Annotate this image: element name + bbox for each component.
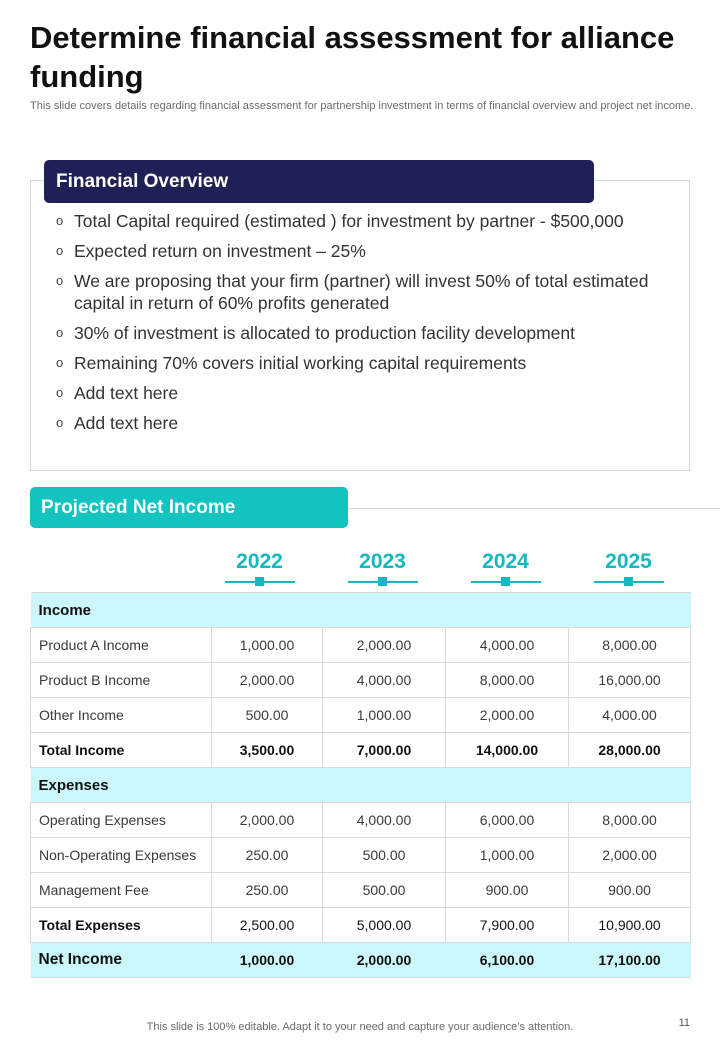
table-cell: 2,000.00 bbox=[569, 838, 691, 873]
total-income-row bbox=[31, 733, 691, 768]
table-cell: 250.00 bbox=[212, 838, 323, 873]
bullet-text: Add text here bbox=[74, 383, 179, 403]
expenses-section-label: Expenses bbox=[31, 768, 691, 803]
table-cell: 4,000.00 bbox=[323, 663, 446, 698]
table-cell: 3,500.00 bbox=[212, 733, 323, 768]
row-label: Product A Income bbox=[31, 628, 212, 663]
year-marker bbox=[501, 577, 510, 586]
row-label: Management Fee bbox=[31, 873, 212, 908]
bullet-marker: o bbox=[56, 273, 64, 288]
table-cell: 7,000.00 bbox=[323, 733, 446, 768]
bullet-text: We are proposing that your firm (partner) will invest 50% of total estimated capital in return of 60% profits generated bbox=[74, 271, 649, 313]
table-cell: 14,000.00 bbox=[446, 733, 569, 768]
projected-net-income-heading: Projected Net Income bbox=[30, 487, 348, 528]
bullet-marker: o bbox=[56, 415, 64, 430]
financial-overview-heading: Financial Overview bbox=[44, 160, 594, 203]
row-label: Non-Operating Expenses bbox=[31, 838, 212, 873]
bullet-text: 30% of investment is allocated to production facility development bbox=[74, 323, 575, 343]
row-label: Net Income bbox=[31, 943, 212, 978]
bullet-text: Add text here bbox=[74, 413, 179, 433]
total-expenses-row bbox=[31, 908, 691, 943]
table-cell: 8,000.00 bbox=[569, 628, 691, 663]
page-title: Determine financial assessment for alliance funding bbox=[30, 20, 675, 94]
footer-note: This slide is 100% editable. Adapt it to your need and capture your audience’s attention. bbox=[146, 1021, 574, 1033]
row-label: Total Income bbox=[31, 733, 212, 768]
year-label-2025: 2025 bbox=[605, 550, 652, 573]
row-label: Product B Income bbox=[31, 663, 212, 698]
table-cell: 6,100.00 bbox=[446, 943, 569, 978]
list-item bbox=[56, 270, 666, 314]
table-cell: 28,000.00 bbox=[569, 733, 691, 768]
bullet-marker: o bbox=[56, 355, 64, 370]
table-cell: 8,000.00 bbox=[569, 803, 691, 838]
table-cell: 250.00 bbox=[212, 873, 323, 908]
table-cell: 500.00 bbox=[212, 698, 323, 733]
year-label-2023: 2023 bbox=[359, 550, 406, 573]
bullet-text: Expected return on investment – 25% bbox=[74, 241, 366, 261]
year-marker bbox=[624, 577, 633, 586]
table-cell: 10,900.00 bbox=[569, 908, 691, 943]
table-cell: 900.00 bbox=[446, 873, 569, 908]
table-cell: 2,000.00 bbox=[446, 698, 569, 733]
year-marker bbox=[378, 577, 387, 586]
list-item bbox=[56, 322, 666, 344]
net-income-row bbox=[31, 943, 691, 978]
list-item bbox=[56, 210, 666, 232]
bullet-marker: o bbox=[56, 325, 64, 340]
bullet-marker: o bbox=[56, 213, 64, 228]
table-cell: 1,000.00 bbox=[212, 943, 323, 978]
net-income-table bbox=[30, 592, 691, 978]
row-label: Other Income bbox=[31, 698, 212, 733]
table-cell: 17,100.00 bbox=[569, 943, 691, 978]
year-label-2022: 2022 bbox=[236, 550, 283, 573]
bullet-marker: o bbox=[56, 243, 64, 258]
table-cell: 8,000.00 bbox=[446, 663, 569, 698]
table-cell: 900.00 bbox=[569, 873, 691, 908]
table-cell: 1,000.00 bbox=[446, 838, 569, 873]
list-item bbox=[56, 382, 666, 404]
table-cell: 4,000.00 bbox=[323, 803, 446, 838]
table-row bbox=[31, 838, 691, 873]
table-section-row bbox=[31, 593, 691, 628]
table-cell: 2,000.00 bbox=[212, 663, 323, 698]
list-item bbox=[56, 240, 666, 262]
table-cell: 16,000.00 bbox=[569, 663, 691, 698]
table-cell: 2,000.00 bbox=[323, 943, 446, 978]
row-label: Operating Expenses bbox=[31, 803, 212, 838]
financial-overview-list bbox=[56, 210, 666, 442]
table-cell: 1,000.00 bbox=[212, 628, 323, 663]
row-label: Total Expenses bbox=[31, 908, 212, 943]
page-number: 11 bbox=[678, 1017, 690, 1029]
table-cell: 7,900.00 bbox=[446, 908, 569, 943]
bullet-text: Total Capital required (estimated ) for investment by partner - $500,000 bbox=[74, 211, 624, 231]
table-cell: 500.00 bbox=[323, 873, 446, 908]
list-item bbox=[56, 352, 666, 374]
table-cell: 2,500.00 bbox=[212, 908, 323, 943]
table-row bbox=[31, 698, 691, 733]
year-label-2024: 2024 bbox=[482, 550, 529, 573]
table-cell: 5,000.00 bbox=[323, 908, 446, 943]
table-cell: 1,000.00 bbox=[323, 698, 446, 733]
year-marker bbox=[255, 577, 264, 586]
table-row bbox=[31, 663, 691, 698]
bullet-text: Remaining 70% covers initial working capital requirements bbox=[74, 353, 527, 373]
bullet-marker: o bbox=[56, 385, 64, 400]
table-cell: 4,000.00 bbox=[446, 628, 569, 663]
table-cell: 2,000.00 bbox=[212, 803, 323, 838]
table-row bbox=[31, 873, 691, 908]
income-section-label: Income bbox=[31, 593, 691, 628]
table-row bbox=[31, 803, 691, 838]
section-divider bbox=[340, 508, 720, 509]
table-cell: 500.00 bbox=[323, 838, 446, 873]
table-cell: 4,000.00 bbox=[569, 698, 691, 733]
page-subtitle: This slide covers details regarding financial assessment for partnership investment in terms of financial overview and project net income. bbox=[30, 100, 694, 112]
table-row bbox=[31, 628, 691, 663]
list-item bbox=[56, 412, 666, 434]
table-section-row bbox=[31, 768, 691, 803]
table-cell: 2,000.00 bbox=[323, 628, 446, 663]
table-cell: 6,000.00 bbox=[446, 803, 569, 838]
